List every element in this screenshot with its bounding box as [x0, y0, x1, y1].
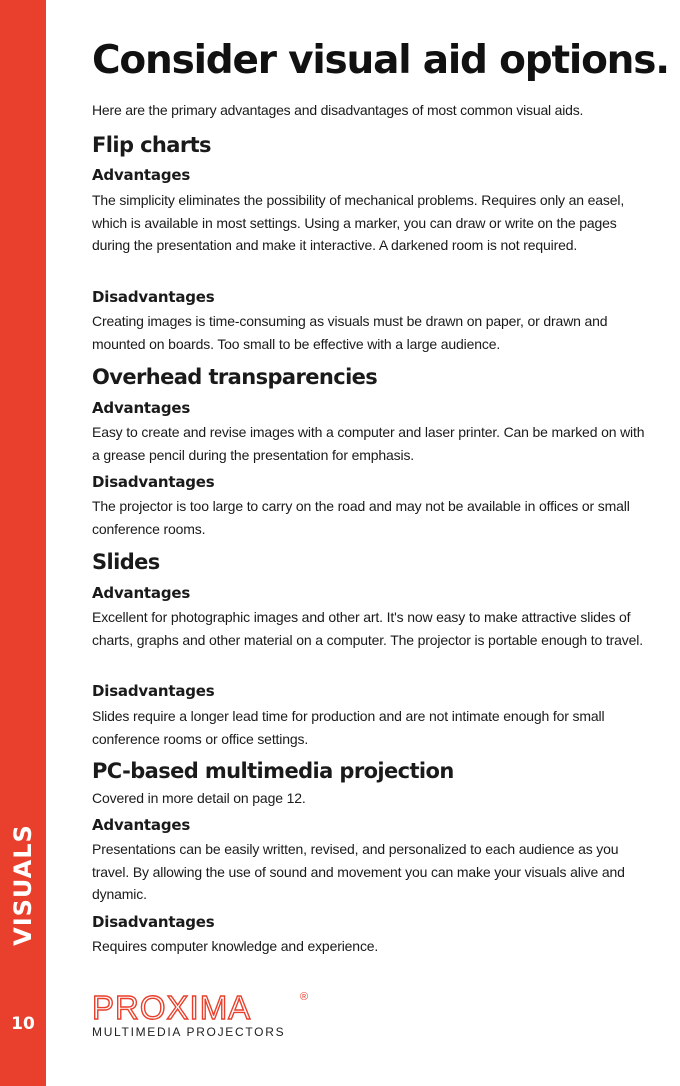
logo-tagline: MULTIMEDIA PROJECTORS [92, 1025, 286, 1039]
pc-projection-disadvantages-text: Requires computer knowledge and experience. [92, 938, 379, 954]
flip-charts-disadvantages-text: Creating images is time-consuming as visuals must be drawn on paper, or drawn and mounted on boards. Too small to be effective with a large audience. [92, 313, 608, 352]
overhead-advantages-heading: Advantages [92, 399, 191, 417]
overhead-disadvantages-heading: Disadvantages [92, 473, 215, 491]
slides-advantages-heading: Advantages [92, 584, 191, 602]
section-title-pc-multimedia-projection: PC-based multimedia projection [92, 759, 454, 783]
logo-wordmark: PROXIMA [92, 989, 252, 1026]
section-title-slides: Slides [92, 550, 160, 574]
flip-charts-disadvantages-heading: Disadvantages [92, 288, 215, 306]
pc-projection-advantages-text: Presentations can be easily written, revised, and personalized to each audience as you travel. By allowing the use of sound and movement you can make your visuals alive and dynamic. [92, 841, 625, 902]
intro-text: Here are the primary advantages and disadvantages of most common visual aids. [92, 102, 584, 118]
slides-disadvantages-heading: Disadvantages [92, 682, 215, 700]
proxima-logo [92, 991, 342, 1041]
registered-mark: ® [300, 991, 309, 1003]
section-tab-label: VISUALS [9, 824, 37, 946]
slides-advantages-text: Excellent for photographic images and other art. It's now easy to make attractive slides of charts, graphs and other material on a computer. The projector is portable enough to travel. [92, 609, 643, 648]
page-title: Consider visual aid options. [92, 38, 669, 83]
sidebar-band [0, 0, 46, 1086]
pc-projection-note: Covered in more detail on page 12. [92, 790, 306, 806]
overhead-advantages-text: Easy to create and revise images with a computer and laser printer. Can be marked on with a grease pencil during the presentation for emphasis. [92, 424, 645, 463]
overhead-disadvantages-text: The projector is too large to carry on the road and may not be available in offices or small conference rooms. [92, 498, 630, 537]
section-title-flip-charts: Flip charts [92, 133, 211, 157]
pc-projection-advantages-heading: Advantages [92, 816, 191, 834]
flip-charts-advantages-heading: Advantages [92, 166, 191, 184]
page-number: 10 [11, 1014, 35, 1034]
slides-disadvantages-text: Slides require a longer lead time for production and are not intimate enough for small conference rooms or office settings. [92, 708, 605, 747]
flip-charts-advantages-text: The simplicity eliminates the possibility of mechanical problems. Requires only an easel, which is available in most settings. Using a marker, you can draw or write on the pages during the presentation and make it interactive. A darkened room is not required. [92, 192, 625, 253]
pc-projection-disadvantages-heading: Disadvantages [92, 913, 215, 931]
section-title-overhead-transparencies: Overhead transparencies [92, 365, 378, 389]
